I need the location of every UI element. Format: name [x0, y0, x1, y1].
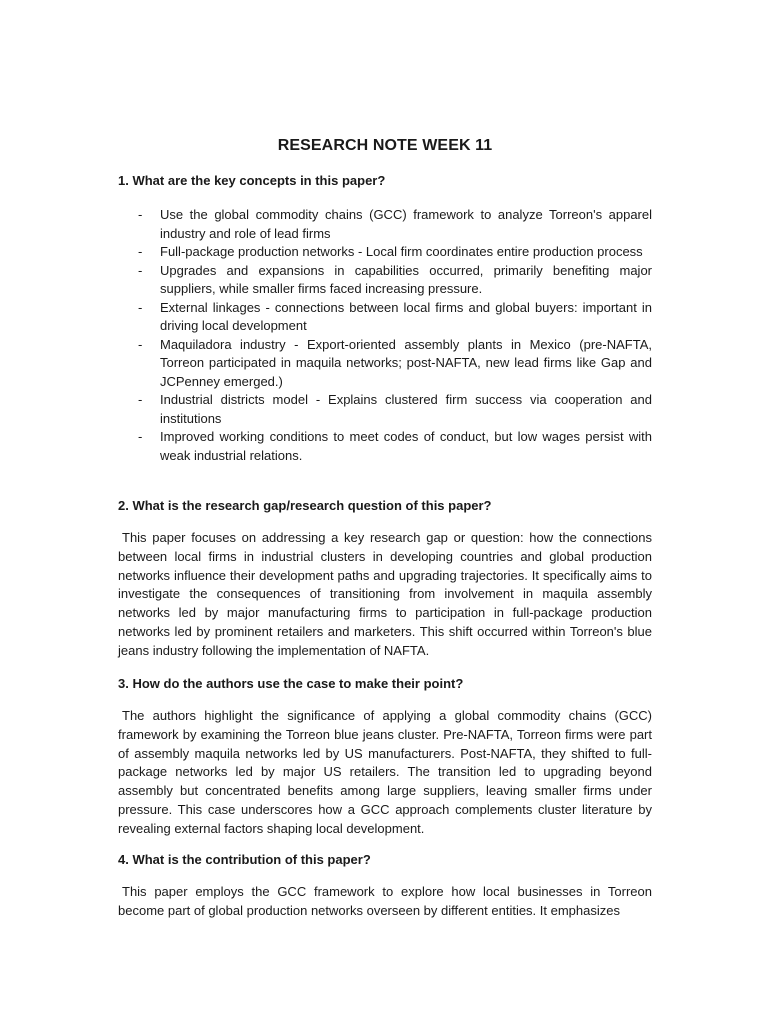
question-3-heading: 3. How do the authors use the case to make their point? [118, 676, 464, 691]
dash-bullet-icon: - [138, 299, 143, 315]
dash-bullet-icon: - [138, 429, 143, 444]
list-item-text: Industrial districts model - Explains clustered firm success via cooperation and institutions [160, 392, 652, 426]
dash-bullet-icon: - [138, 244, 143, 259]
list-item-text: Use the global commodity chains (GCC) framework to analyze Torreon's apparel industry and role of lead firms [160, 207, 652, 241]
dash-bullet-icon: - [138, 392, 143, 407]
list-item [118, 428, 652, 465]
key-concepts-list [118, 206, 652, 465]
answer-4-paragraph: This paper employs the GCC framework to explore how local businesses in Torreon become part of global production networks overseen by different entities. It emphasizes [118, 884, 652, 918]
list-item-text: Upgrades and expansions in capabilities occurred, primarily benefiting major suppliers, while smaller firms faced increasing pressure. [160, 262, 652, 296]
list-item [118, 243, 652, 262]
list-item [118, 336, 652, 392]
page-title: RESEARCH NOTE WEEK 11 [277, 137, 493, 154]
dash-bullet-icon: - [138, 336, 143, 352]
question-2-heading: 2. What is the research gap/research question of this paper? [118, 498, 492, 513]
list-item-text: Full-package production networks - Local firm coordinates entire production process [160, 244, 643, 259]
list-item-text: Improved working conditions to meet codes of conduct, but low wages persist with weak industrial relations. [160, 429, 652, 463]
answer-3-paragraph: The authors highlight the significance of applying a global commodity chains (GCC) framework by examining the Torreon blue jeans cluster. Pre-NAFTA, Torreon firms were part of assembly maquila networks led by US manufacturers. Post-NAFTA, they shifted to full-package networks led by major US retailers. The transition led to upgrading beyond assembly but concentrated benefits among large suppliers, leaving smaller firms under pressure. This case underscores how a GCC approach complements cluster literature by revealing external factors shaping local development. [118, 708, 652, 836]
question-1-heading: 1. What are the key concepts in this paper? [118, 173, 386, 188]
list-item-text: Maquiladora industry - Export-oriented assembly plants in Mexico (pre-NAFTA, Torreon participated in maquila networks; post-NAFTA, new lead firms like Gap and JCPenney emerged.) [160, 336, 652, 389]
dash-bullet-icon: - [138, 262, 143, 278]
dash-bullet-icon: - [138, 207, 143, 222]
list-item [118, 391, 652, 428]
list-item [118, 262, 652, 299]
list-item-text: External linkages - connections between local firms and global buyers: important in driving local development [160, 299, 652, 333]
question-4-heading: 4. What is the contribution of this paper? [118, 852, 371, 867]
list-item [118, 206, 652, 243]
answer-2-paragraph: This paper focuses on addressing a key research gap or question: how the connections between local firms in industrial clusters in developing countries and global production networks influence their development paths and upgrading trajectories. It specifically aims to investigate the consequences of transitioning from involvement in maquila assembly networks led by major manufacturing firms to participation in full-package production networks led by prominent retailers and marketers. This shift occurred within Torreon's blue jeans industry following the implementation of NAFTA. [118, 530, 652, 658]
list-item [118, 299, 652, 336]
